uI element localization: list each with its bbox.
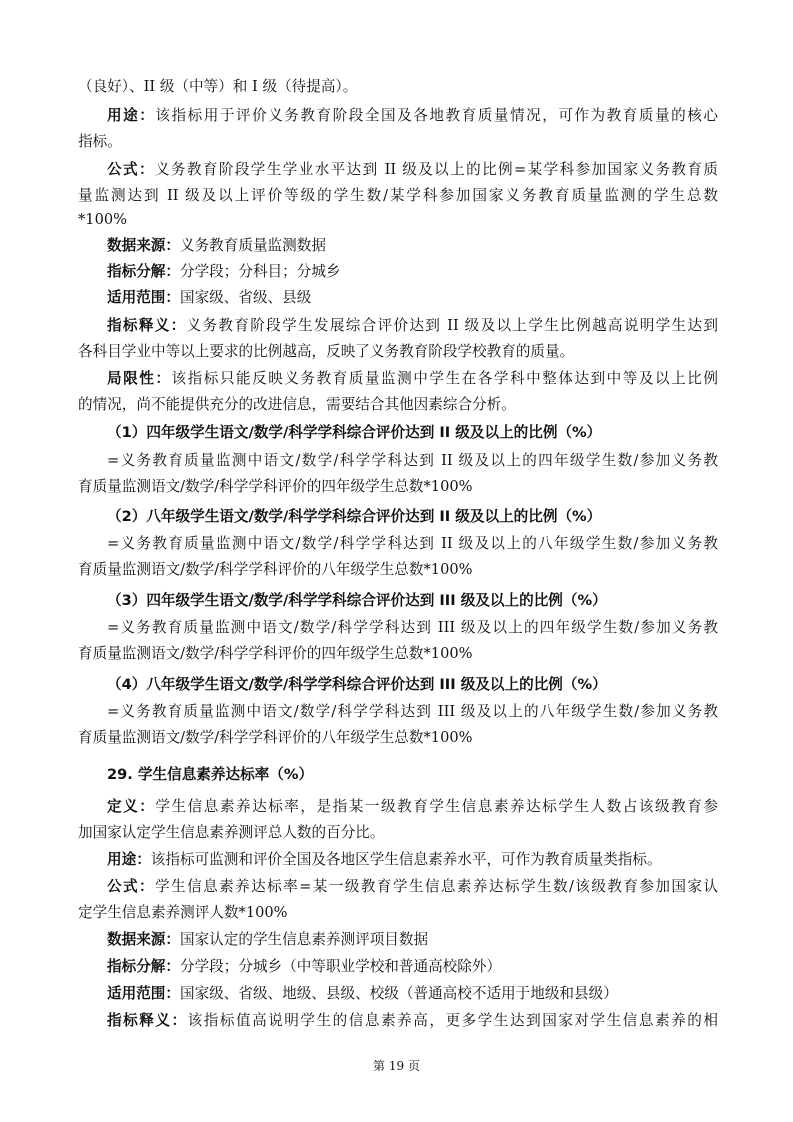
- sub-indicator-title: （2）八年级学生语文/数学/科学学科综合评价达到 II 级及以上的比例（%）: [107, 508, 602, 525]
- formula-paragraph: 公式：义务教育阶段学生学业水平达到 II 级及以上的比例=某学科参加国家义务教育质: [107, 161, 718, 178]
- text-line: 指标。: [78, 133, 122, 150]
- sub-indicator-title: （1）四年级学生语文/数学/科学学科综合评价达到 II 级及以上的比例（%）: [107, 424, 602, 441]
- text-line: 育质量监测语文/数学/科学学科评价的四年级学生总数*100%: [78, 645, 473, 662]
- text-line: 定学生信息素养测评人数*100%: [78, 904, 288, 921]
- text-line: 各科目学业中等以上要求的比例越高，反映了义务教育阶段学校教育的质量。: [78, 343, 575, 360]
- usage-line: 用途：该指标可监测和评价全国及各地区学生信息素养水平，可作为教育质量类指标。: [107, 851, 662, 868]
- limitation-paragraph: 局限性：该指标只能反映义务教育质量监测中学生在各学科中整体达到中等及以上比例: [107, 370, 718, 387]
- text-line: 加国家认定学生信息素养测评总人数的百分比。: [78, 824, 385, 841]
- usage-paragraph: 用途：该指标用于评价义务教育阶段全国及各地教育质量情况，可作为教育质量的核心: [107, 107, 718, 124]
- text-line: 育质量监测语文/数学/科学学科评价的八年级学生总数*100%: [78, 729, 473, 746]
- data-source-line: 数据来源：国家认定的学生信息素养测评项目数据: [107, 931, 429, 948]
- text-line: =义务教育质量监测中语文/数学/科学学科达到 II 级及以上的四年级学生数/参加义务教: [107, 452, 718, 469]
- sub-indicator-title: （3）四年级学生语文/数学/科学学科综合评价达到 III 级及以上的比例（%）: [107, 592, 607, 609]
- text-line: （良好）、II 级（中等）和 I 级（待提高）。: [78, 78, 358, 95]
- breakdown-line: 指标分解：分学段；分城乡（中等职业学校和普通高校除外）: [107, 958, 502, 975]
- text-line: 育质量监测语文/数学/科学学科评价的四年级学生总数*100%: [78, 478, 473, 495]
- section-heading: 29. 学生信息素养达标率（%）: [107, 766, 314, 783]
- sub-indicator-title: （4）八年级学生语文/数学/科学学科综合评价达到 III 级及以上的比例（%）: [107, 676, 607, 693]
- text-line: *100%: [78, 211, 128, 228]
- definition-paragraph: 定义：学生信息素养达标率，是指某一级教育学生信息素养达标学生人数占该级教育参: [107, 798, 718, 815]
- interpretation-paragraph: 指标释义：该指标值高说明学生的信息素养高，更多学生达到国家对学生信息素养的相: [107, 1012, 718, 1029]
- data-source-line: 数据来源：义务教育质量监测数据: [107, 237, 326, 254]
- scope-line: 适用范围：国家级、省级、县级: [107, 289, 312, 306]
- breakdown-line: 指标分解：分学段；分科目；分城乡: [107, 263, 341, 280]
- text-line: =义务教育质量监测中语文/数学/科学学科达到 III 级及以上的四年级学生数/参加义务教: [107, 619, 718, 636]
- interpretation-paragraph: 指标释义：义务教育阶段学生发展综合评价达到 II 级及以上学生比例越高说明学生达到: [107, 317, 718, 334]
- page-number: 第 19 页: [373, 1059, 420, 1073]
- text-line: =义务教育质量监测中语文/数学/科学学科达到 III 级及以上的八年级学生数/参加义务教: [107, 703, 718, 720]
- text-line: 育质量监测语文/数学/科学学科评价的八年级学生总数*100%: [78, 561, 473, 578]
- text-line: 量监测达到 II 级及以上评价等级的学生数/某学科参加国家义务教育质量监测的学生总数: [78, 187, 718, 204]
- text-line: =义务教育质量监测中语文/数学/科学学科达到 II 级及以上的八年级学生数/参加义务教: [107, 535, 718, 552]
- scope-line: 适用范围：国家级、省级、地级、县级、校级（普通高校不适用于地级和县级）: [107, 985, 618, 1002]
- text-line: 的情况，尚不能提供充分的改进信息，需要结合其他因素综合分析。: [78, 396, 516, 413]
- formula-paragraph: 公式：学生信息素养达标率=某一级教育学生信息素养达标学生数/该级教育参加国家认: [107, 878, 718, 895]
